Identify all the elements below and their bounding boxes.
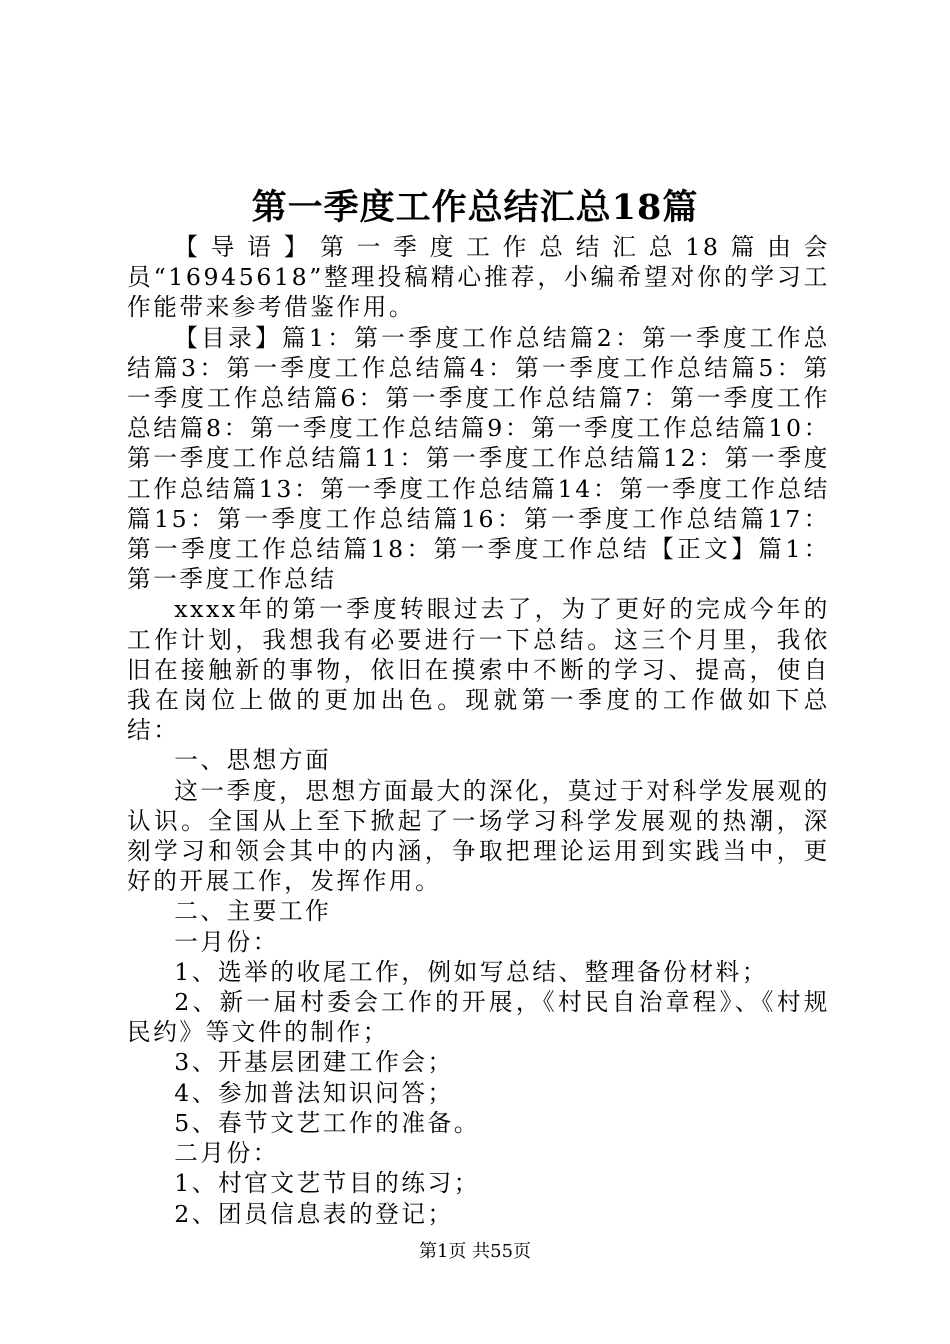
page-number-footer: 第1页 共55页 bbox=[418, 1241, 532, 1262]
list-item: 4、参加普法知识问答； bbox=[174, 1078, 454, 1107]
document-body bbox=[127, 232, 830, 1229]
section-heading: 二、主要工作 bbox=[174, 897, 332, 926]
document-title: 第一季度工作总结汇总18篇 bbox=[251, 187, 699, 228]
body-paragraph: xxxx年的第一季度转眼过去了，为了更好的完成今年的工作计划，我想我有必要进行一下总结。这三个月里，我依旧在接触新的事物，依旧在摸索中不断的学习、提高，使自我在岗位上做的更加出色。现就第一季度的工作做如下总结： bbox=[127, 595, 830, 745]
list-item: 1、村官文艺节目的练习； bbox=[174, 1169, 480, 1198]
toc-paragraph: 【目录】篇1：第一季度工作总结篇2：第一季度工作总结篇3：第一季度工作总结篇4：第一季度工作总结篇5：第一季度工作总结篇6：第一季度工作总结篇7：第一季度工作总结篇8：第一季度工作总结篇9：第一季度工作总结篇10：第一季度工作总结篇11：第一季度工作总结篇12：第一季度工作总结篇13：第一季度工作总结篇14：第一季度工作总结篇15：第一季度工作总结篇16：第一季度工作总结篇17：第一季度工作总结篇18：第一季度工作总结【正文】篇1：第一季度工作总结 bbox=[127, 323, 830, 594]
list-item: 3、开基层团建工作会； bbox=[174, 1048, 454, 1077]
list-item: 1、选举的收尾工作，例如写总结、整理备份材料； bbox=[174, 957, 769, 986]
list-item: 2、新一届村委会工作的开展，《村民自治章程》、《村规民约》等文件的制作； bbox=[127, 988, 830, 1047]
intro-paragraph: 【导语】第一季度工作总结汇总18篇由会员“16945618”整理投稿精心推荐，小编希望对你的学习工作能带来参考借鉴作用。 bbox=[127, 233, 830, 322]
list-item: 2、团员信息表的登记； bbox=[174, 1199, 454, 1228]
body-paragraph: 这一季度，思想方面最大的深化，莫过于对科学发展观的认识。全国从上至下掀起了一场学习科学发展观的热潮，深刻学习和领会其中的内涵，争取把理论运用到实践当中，更好的开展工作，发挥作用。 bbox=[127, 776, 830, 896]
section-heading: 一、思想方面 bbox=[174, 746, 332, 775]
month-heading: 二月份： bbox=[174, 1139, 279, 1168]
list-item: 5、春节文艺工作的准备。 bbox=[174, 1108, 480, 1137]
month-heading: 一月份： bbox=[174, 927, 279, 956]
